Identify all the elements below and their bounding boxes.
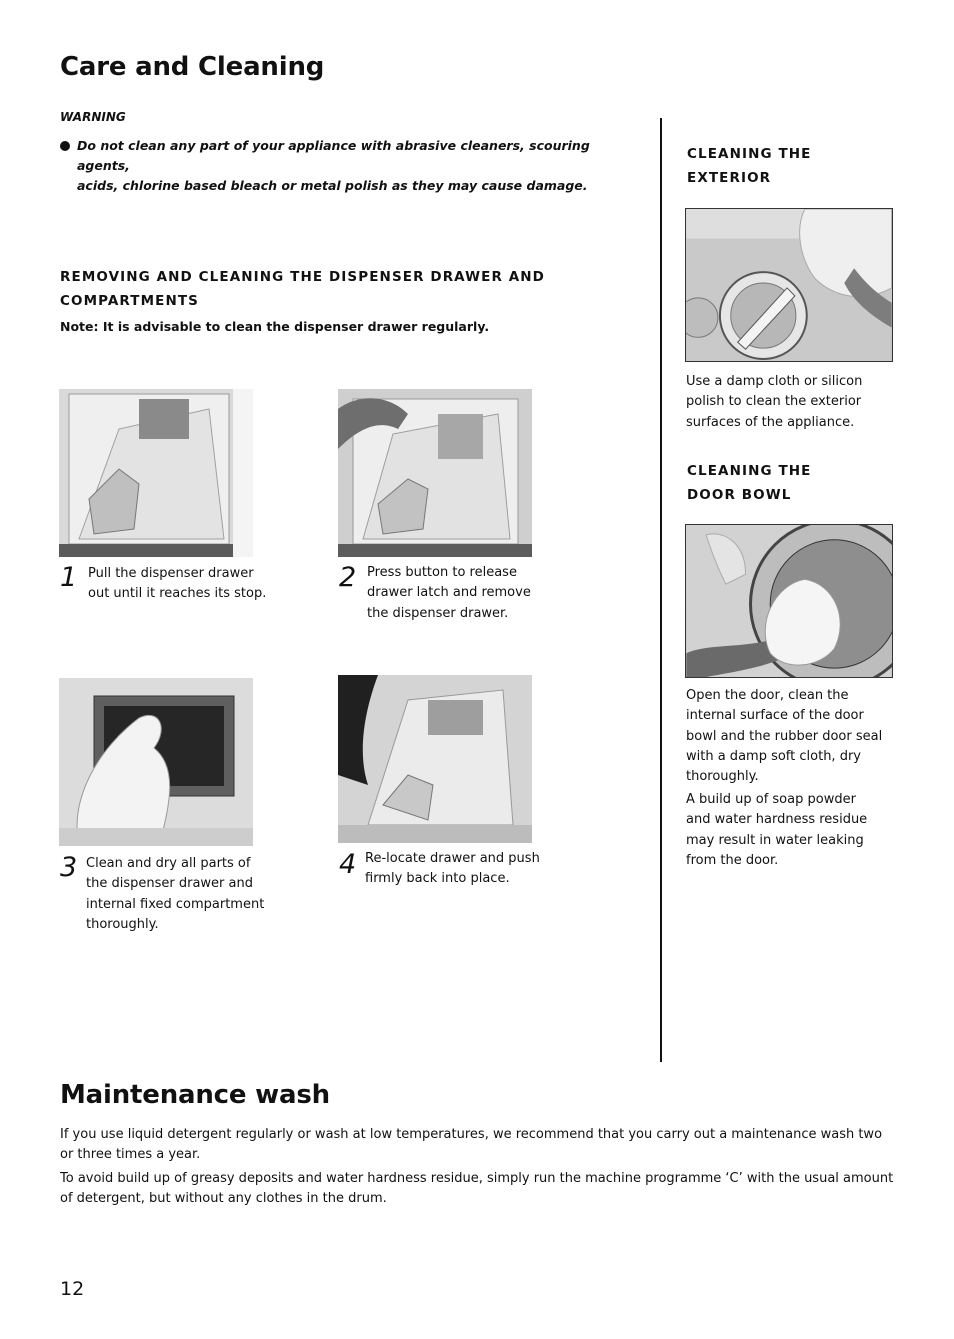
compartment-clean-illustration [59, 678, 253, 846]
step-4-photo [338, 675, 532, 843]
door-bowl-photo [685, 524, 893, 678]
step-4-number: 4 [339, 849, 357, 880]
door-bowl-heading: CLEANING THE DOOR BOWL [687, 463, 812, 503]
exterior-heading: CLEANING THE EXTERIOR [687, 146, 812, 186]
page-title: Care and Cleaning [60, 52, 325, 82]
step-3-photo [59, 678, 253, 846]
step-4-text: Re-locate drawer and push firmly back into place. [365, 851, 540, 887]
drawer-note: Note: It is advisable to clean the dispenser drawer regularly. [60, 319, 490, 334]
step-2-number: 2 [339, 562, 357, 593]
step-3-number: 3 [60, 852, 78, 883]
exterior-photo [685, 208, 893, 362]
maintenance-para-2: To avoid build up of greasy deposits and water hardness residue, simply run the machine programme ‘C’ with the usual amount of detergent, but without any clothes in the drum. [60, 1171, 894, 1207]
drawer-pull-illustration [59, 389, 253, 557]
warning-text: Do not clean any part of your appliance with abrasive cleaners, scouring agents, acids, chlorine based bleach or metal polish as they may cause damage. [77, 138, 590, 193]
step-3-text: Clean and dry all parts of the dispenser drawer and internal fixed compartment thoroughly. [86, 856, 265, 932]
exterior-text: Use a damp cloth or silicon polish to clean the exterior surfaces of the appliance. [686, 374, 863, 430]
warning-label: WARNING [60, 110, 126, 124]
door-bowl-illustration [686, 525, 892, 677]
drawer-latch-illustration [338, 389, 532, 557]
page-number: 12 [60, 1278, 85, 1300]
drawer-heading: REMOVING AND CLEANING THE DISPENSER DRAWER AND COMPARTMENTS [60, 269, 545, 309]
drawer-relocate-illustration [338, 675, 532, 843]
bullet-icon [60, 141, 70, 151]
column-divider [660, 118, 662, 1062]
door-bowl-text-1: Open the door, clean the internal surface of the door bowl and the rubber door seal with a damp soft cloth, dry thoroughly. [686, 688, 883, 785]
step-1-number: 1 [60, 562, 78, 593]
door-bowl-text-2: A build up of soap powder and water hardness residue may result in water leaking from the door. [686, 792, 868, 868]
maintenance-title: Maintenance wash [60, 1080, 330, 1110]
step-2-photo [338, 389, 532, 557]
step-1-photo [59, 389, 253, 557]
step-1-text: Pull the dispenser drawer out until it reaches its stop. [88, 566, 267, 602]
control-panel-illustration [686, 209, 892, 361]
step-2-text: Press button to release drawer latch and remove the dispenser drawer. [367, 565, 531, 621]
maintenance-para-1: If you use liquid detergent regularly or wash at low temperatures, we recommend that you carry out a maintenance wash two or three times a year. [60, 1127, 883, 1163]
